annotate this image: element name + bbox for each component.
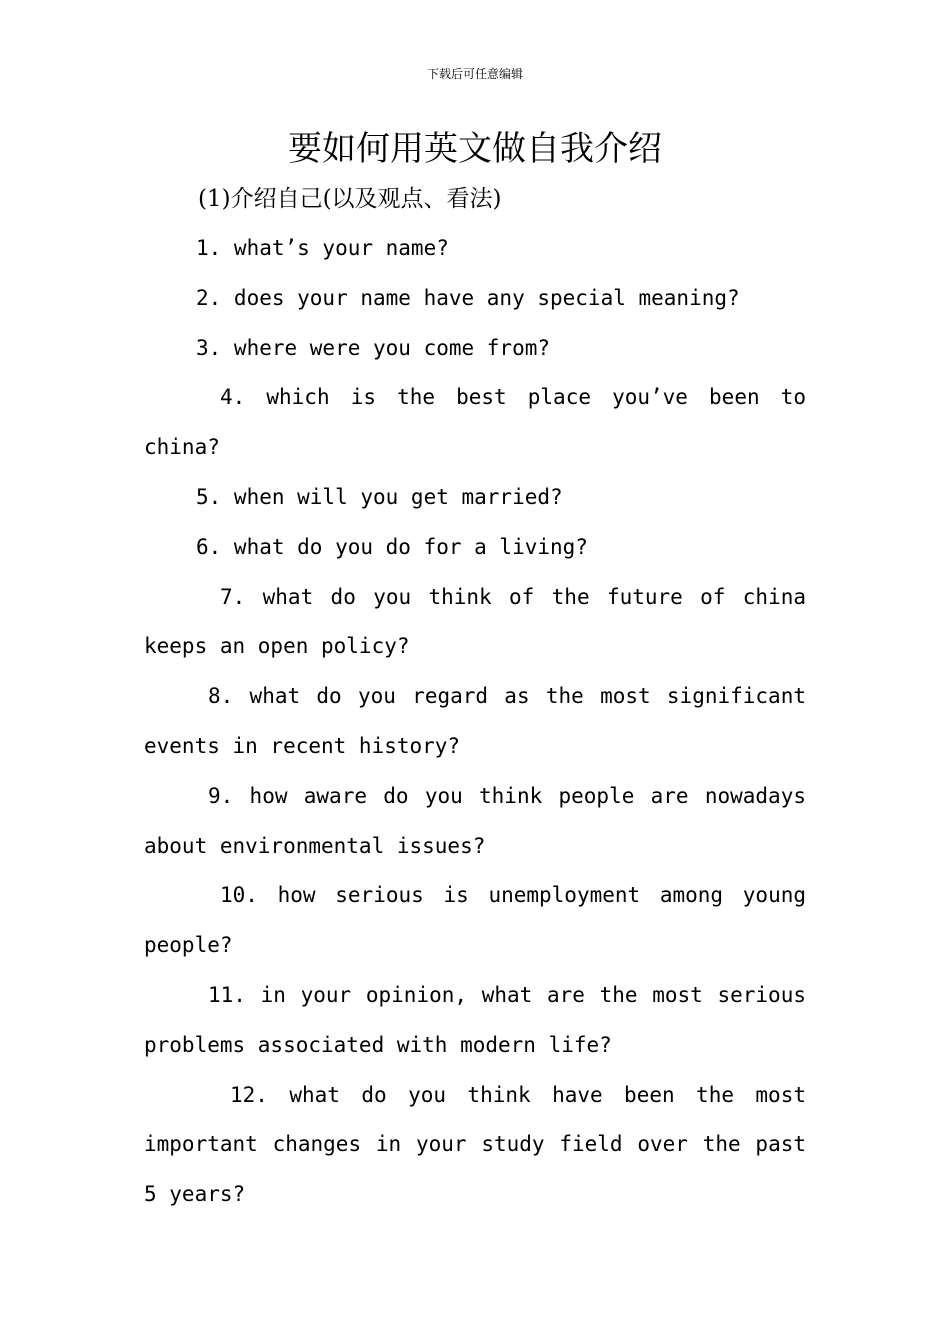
question-item: 4. which is the best place you’ve been to china? <box>144 385 806 460</box>
question-item: 10. how serious is unemployment among young people? <box>144 883 806 958</box>
question-item: 11. in your opinion, what are the most serious problems associated with modern life? <box>144 982 806 1057</box>
question-item: 1. what’s your name? <box>196 236 449 260</box>
question-item: 6. what do you do for a living? <box>196 534 588 559</box>
section-heading: (1)介绍自己(以及观点、看法) <box>198 186 502 212</box>
question-list <box>144 224 806 1220</box>
document-title: 要如何用英文做自我介绍 <box>288 129 662 169</box>
question-item: 5. when will you get married? <box>196 484 563 509</box>
question-item: 9. how aware do you think people are nowadays about environmental issues? <box>144 783 806 858</box>
header-note: 下载后可任意编辑 <box>426 67 523 81</box>
question-item: 7. what do you think of the future of china keeps an open policy? <box>144 584 806 659</box>
question-item: 8. what do you regard as the most significant events in recent history? <box>144 684 806 758</box>
question-item: 12. what do you think have been the most important changes in your study field over the past 5 years? <box>144 1082 806 1207</box>
question-item: 3. where were you come from? <box>196 335 551 360</box>
question-item: 2. does your name have any special meaning? <box>196 285 740 310</box>
